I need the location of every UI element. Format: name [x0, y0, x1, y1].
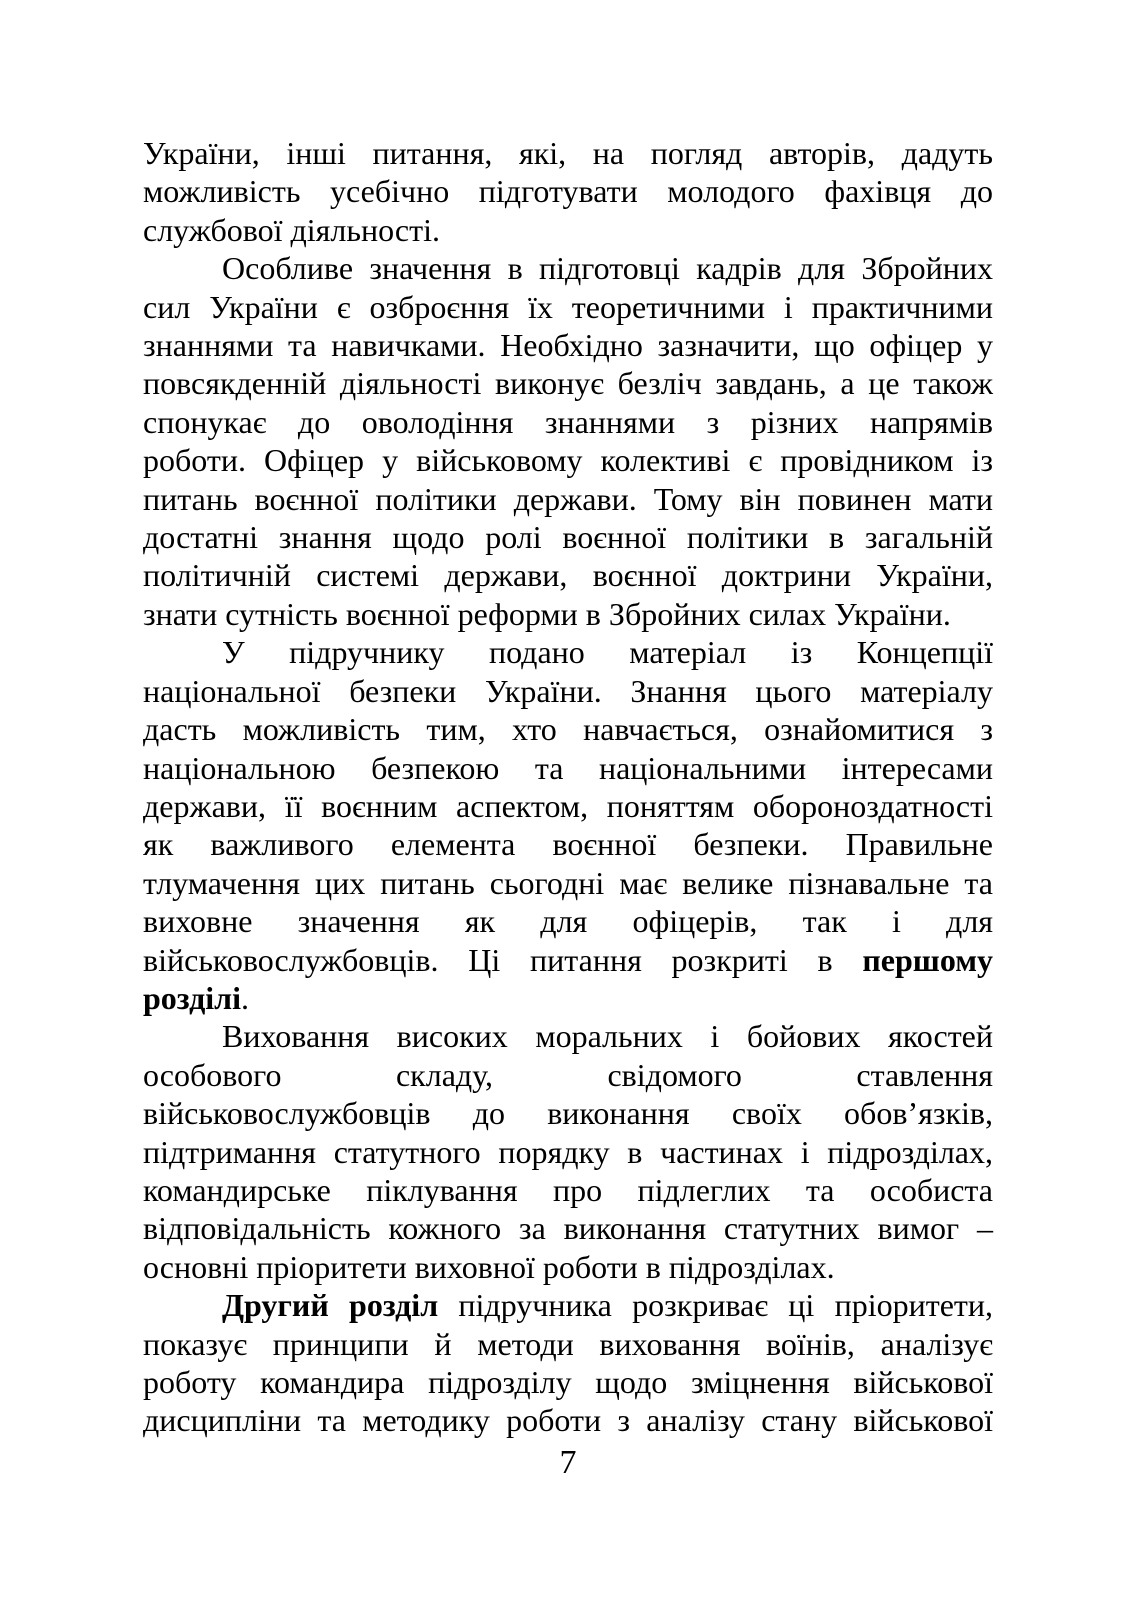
text-line [143, 480, 993, 518]
body-text: питань воєнної політики держави. Тому він повинен мати [143, 480, 993, 517]
text-line [143, 710, 993, 748]
text-line [143, 595, 993, 633]
text-line [143, 211, 993, 249]
body-text: знаннями та навичками. Необхідно зазначити, що офіцер у [143, 327, 993, 364]
text-line [143, 326, 993, 364]
body-text: політичній системі держави, воєнної доктрини України, [143, 557, 993, 594]
body-text: України, інші питання, які, на погляд авторів, дадуть [143, 135, 993, 171]
body-text: Виховання високих моральних і бойових якостей [222, 1018, 993, 1055]
body-text: відповідальність кожного за виконання статутних вимог – [143, 1210, 993, 1247]
text-line [143, 1017, 993, 1055]
text-line [143, 1286, 993, 1324]
body-text: підручника розкриває ці пріоритети, [438, 1287, 994, 1324]
text-line [143, 1325, 993, 1363]
text-line [143, 403, 993, 441]
body-text: знати сутність воєнної реформи в Збройних силах України. [143, 595, 951, 632]
body-text: військовослужбовців. Ці питання розкриті в [143, 941, 863, 978]
bold-text: Другий розділ [222, 1287, 439, 1324]
body-text: як важливого елемента воєнної безпеки. Правильне [143, 826, 993, 863]
text-line [143, 1133, 993, 1171]
text-line [143, 288, 993, 326]
body-text: достатні знання щодо ролі воєнної політики в загальній [143, 519, 993, 556]
text-line [143, 941, 993, 979]
body-text: виховне значення як для офіцерів, так і для [143, 903, 993, 940]
text-line [143, 172, 993, 210]
body-text: . [241, 979, 249, 1016]
text-line [143, 864, 993, 902]
bold-text: першому [862, 941, 993, 978]
text-line [143, 672, 993, 710]
body-text: службової діяльності. [143, 211, 440, 248]
text-line [143, 787, 993, 825]
text-line [143, 1363, 993, 1401]
body-text: показує принципи й методи виховання воїнів, аналізує [143, 1325, 993, 1362]
body-text: роботи. Офіцер у військовому колективі є провідником із [143, 442, 993, 479]
body-text: держави, її воєнним аспектом, поняттям обороноздатності [143, 787, 993, 824]
text-line [143, 1056, 993, 1094]
text-line [143, 441, 993, 479]
body-text: особового складу, свідомого ставлення [143, 1056, 993, 1093]
body-text: спонукає до оволодіння знаннями з різних напрямів [143, 403, 993, 440]
page-number: 7 [559, 1444, 577, 1481]
text-line [143, 556, 993, 594]
body-text: основні пріоритети виховної роботи в підрозділах. [143, 1248, 835, 1285]
bold-text: розділі [143, 979, 241, 1016]
text-line [143, 518, 993, 556]
text-line [143, 902, 993, 940]
body-text: У підручнику подано матеріал із Концепції [222, 634, 993, 671]
text-line [143, 749, 993, 787]
body-text: дисципліни та методику роботи з аналізу стану військової [143, 1402, 993, 1439]
body-text: роботу командира підрозділу щодо зміцнення військової [143, 1364, 993, 1400]
body-text: Особливе значення в підготовці кадрів для Збройних [222, 250, 993, 287]
body-text: підтримання статутного порядку в частинах і підрозділах, [143, 1133, 993, 1170]
body-text: тлумачення цих питань сьогодні має велике пізнавальне та [143, 864, 993, 901]
text-line [143, 979, 993, 1017]
text-line [143, 633, 993, 671]
body-text: можливість усебічно підготувати молодого фахівця до [143, 173, 993, 210]
body-text: повсякденній діяльності виконує безліч завдань, а це також [143, 365, 993, 402]
body-text: командирське піклування про підлеглих та особиста [143, 1171, 993, 1208]
body-text: національною безпекою та національними інтересами [143, 749, 993, 786]
text-line [143, 1248, 993, 1286]
body-text: військовослужбовців до виконання своїх обов’язків, [143, 1095, 993, 1132]
body-text: дасть можливість тим, хто навчається, ознайомитися з [143, 711, 993, 748]
body-text: національної безпеки України. Знання цього матеріалу [143, 672, 993, 709]
text-line [143, 1171, 993, 1209]
body-text: сил України є озброєння їх теоретичними і практичними [143, 288, 993, 325]
text-line [143, 1094, 993, 1132]
text-line [143, 1209, 993, 1247]
text-line [143, 134, 993, 172]
text-line [143, 1401, 993, 1439]
text-block [143, 134, 993, 1440]
text-line [143, 249, 993, 287]
text-line [143, 825, 993, 863]
text-line [143, 364, 993, 402]
